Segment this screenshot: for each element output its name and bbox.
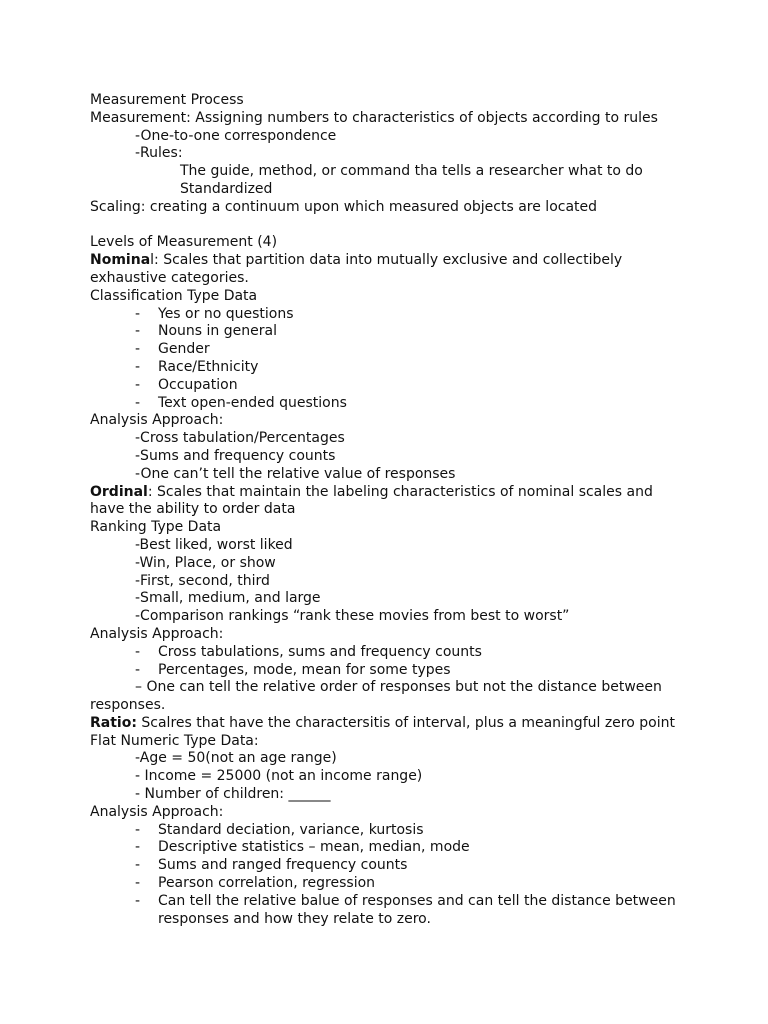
- list-item: - Cross tabulations, sums and frequency counts: [135, 643, 482, 660]
- ordinal-definition-text: : Scales that maintain the labeling characteristics of nominal scales and have the ability to order data: [90, 483, 653, 518]
- list-item: - Nouns in general: [135, 323, 277, 340]
- list-item: - Descriptive statistics – mean, median, mode: [135, 839, 470, 856]
- list-item: - Race/Ethnicity: [135, 358, 259, 375]
- blank-line: [90, 217, 690, 235]
- list-item: - Standard deciation, variance, kurtosis: [135, 821, 424, 838]
- nominal-definition-text: : Scales that partition data into mutually exclusive and collectibely exhaustive categories.: [90, 252, 623, 286]
- list-item: -Small, medium, and large: [135, 590, 321, 607]
- list-item: -Best liked, worst liked: [135, 536, 293, 553]
- rules-guide: The guide, method, or command tha tells a researcher what to do: [180, 163, 643, 180]
- ordinal-analysis-label: Analysis Approach:: [90, 625, 224, 642]
- nominal-definition: [90, 252, 690, 288]
- scaling-definition: Scaling: creating a continuum upon which measured objects are located: [90, 198, 598, 215]
- ratio-definition: [90, 715, 690, 733]
- ratio-term: Ratio:: [90, 714, 137, 731]
- one-to-one-item: -One-to-one correspondence: [135, 127, 337, 144]
- levels-heading: Levels of Measurement (4): [90, 234, 278, 251]
- list-item: - Percentages, mode, mean for some types: [135, 661, 451, 678]
- list-item: -Win, Place, or show: [135, 554, 276, 571]
- measurement-definition: Measurement: Assigning numbers to characteristics of objects according to rules: [90, 109, 658, 126]
- doc-title: Measurement Process: [90, 92, 244, 108]
- ordinal-definition: [90, 484, 690, 520]
- list-item: - Sums and ranged frequency counts: [135, 857, 408, 874]
- rules-standardized: Standardized: [180, 180, 273, 197]
- nominal-term-rest: l: [150, 252, 155, 269]
- list-item: -First, second, third: [135, 572, 270, 589]
- rules-item: -Rules:: [135, 145, 183, 162]
- list-item: - Yes or no questions: [135, 305, 294, 322]
- list-item: -Sums and frequency counts: [135, 447, 336, 464]
- ratio-data-type: Flat Numeric Type Data:: [90, 732, 259, 749]
- list-item: -Comparison rankings “rank these movies from best to worst”: [135, 608, 570, 625]
- ratio-analysis-label: Analysis Approach:: [90, 803, 224, 820]
- nominal-analysis-label: Analysis Approach:: [90, 412, 224, 429]
- ordinal-data-type: Ranking Type Data: [90, 519, 222, 536]
- ordinal-note: – One can tell the relative order of responses but not the distance between responses.: [90, 679, 662, 714]
- list-item: - Text open-ended questions: [135, 394, 347, 411]
- list-item: - Income = 25000 (not an income range): [135, 768, 423, 785]
- list-item: -Cross tabulation/Percentages: [135, 430, 345, 447]
- list-item: - Number of children: ______: [135, 786, 331, 803]
- ordinal-term: Ordinal: [90, 483, 148, 500]
- list-item: - Occupation: [135, 376, 238, 393]
- list-item: - Can tell the relative balue of responses and can tell the distance between responses and how they relate to zero.: [135, 892, 676, 927]
- nominal-term: Nomina: [90, 252, 151, 269]
- nominal-data-type: Classification Type Data: [90, 287, 258, 304]
- ratio-definition-text: Scalres that have the charactersitis of interval, plus a meaningful zero point: [136, 714, 675, 731]
- list-item: - Gender: [135, 341, 210, 358]
- list-item: -Age = 50(not an age range): [135, 750, 337, 767]
- document-page: [90, 92, 690, 928]
- list-item: - Pearson correlation, regression: [135, 875, 376, 892]
- list-item: -One can’t tell the relative value of responses: [135, 465, 456, 482]
